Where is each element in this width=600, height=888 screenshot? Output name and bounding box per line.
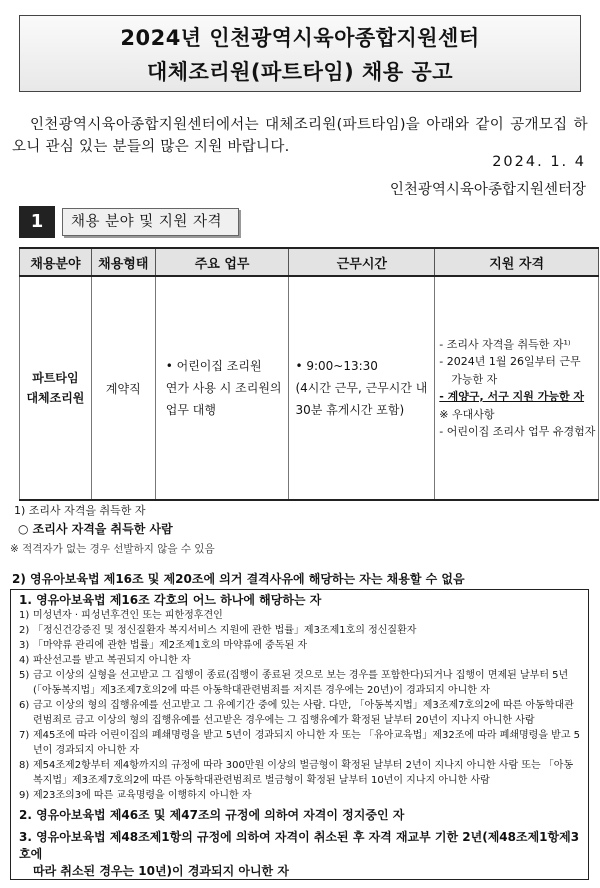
list-item — [19, 698, 582, 728]
list-item — [19, 668, 582, 698]
qualification-line: - 어린이집 조리사 업무 유경험자 — [439, 425, 596, 438]
list-item-number: 1) — [19, 610, 30, 621]
list-item-number: 6) — [19, 700, 30, 711]
table-header: 채용형태 — [91, 248, 155, 276]
hours-line-3: 30분 휴게시간 포함) — [295, 403, 405, 417]
table-header: 주요 업무 — [155, 248, 289, 276]
duty-line-3: 업무 대행 — [165, 403, 216, 417]
disqualification-list — [19, 608, 582, 803]
table-header-row — [20, 248, 599, 276]
recruitment-table — [19, 247, 599, 501]
table-header: 근무시간 — [289, 248, 435, 276]
table-header: 채용분야 — [20, 248, 92, 276]
footnote-3: ※ 적격자가 없는 경우 선발하지 않을 수 있음 — [10, 543, 215, 555]
title-line-2: 대체조리원(파트타임) 채용 공고 — [146, 60, 454, 84]
qualification-line: - 계양구, 서구 지원 가능한 자 — [439, 390, 585, 403]
notice-date: 2024. 1. 4 — [492, 154, 586, 170]
list-item-text: 제23조의3에 따른 교육명령을 이행하지 아니한 자 — [33, 790, 252, 801]
list-item-number: 3) — [19, 640, 30, 651]
hours-line-1: • 9:00~13:30 — [295, 359, 378, 373]
disqualification-box — [10, 589, 589, 880]
field-cell — [20, 276, 92, 500]
list-item-text: 미성년자 · 피성년후견인 또는 피한정후견인 — [33, 610, 223, 621]
list-item — [19, 788, 582, 803]
list-item-number: 9) — [19, 790, 30, 801]
group-2-title: 2. 영유아보육법 제46조 및 제47조의 규정에 의하여 자격이 정지중인 자 — [19, 808, 405, 822]
organization-name: 인천광역시육아종합지원센터장 — [389, 182, 586, 198]
list-item-number: 4) — [19, 655, 30, 666]
duty-line-1: • 어린이집 조리원 — [165, 359, 262, 373]
list-item-number: 2) — [19, 625, 30, 636]
list-item-text: 제54조제2항부터 제4항까지의 규정에 따라 300만원 이상의 벌금형이 확정된 날부터 2년이 지나지 아니한 사람 또는 「아동복지법」제3조제7호의2에 따른 아동학대관련범죄로 벌금형이 확정된 날부터 10년이 지나지 아니한 사람 — [33, 760, 574, 786]
list-item-number: 7) — [19, 730, 30, 741]
title-line-1: 2024년 인천광역시육아종합지원센터 — [120, 26, 480, 50]
qualification-line: ※ 우대사항 — [439, 407, 495, 421]
list-item-text: 「마약류 관리에 관한 법률」제2조제1호의 마약류에 중독된 자 — [33, 640, 307, 651]
list-item — [19, 638, 582, 653]
type-cell: 계약직 — [91, 276, 155, 500]
intro-paragraph: 인천광역시육아종합지원센터에서는 대체조리원(파트타임)을 아래와 같이 공개모집 하오니 관심 있는 분들의 많은 지원 바랍니다. — [12, 117, 588, 155]
disqualification-heading: 2) 영유아보육법 제16조 및 제20조에 의거 결격사유에 해당하는 자는 채용할 수 없음 — [12, 572, 465, 586]
list-item — [19, 653, 582, 668]
field-line-2: 대체조리원 — [26, 391, 85, 405]
footnote-2: ○ 조리사 자격을 취득한 사람 — [18, 522, 173, 536]
list-item-text: 「정신건강증진 및 정신질환자 복지서비스 지원에 관한 법률」제3조제1호의 정신질환자 — [33, 625, 417, 636]
list-item-text: 파산선고를 받고 복권되지 아니한 자 — [33, 655, 191, 666]
duty-cell — [155, 276, 289, 500]
footnote-1: 1) 조리사 자격을 취득한 자 — [14, 504, 146, 517]
group-3-line-2: 따라 취소된 경우는 10년)이 경과되지 아니한 자 — [33, 864, 289, 878]
list-item — [19, 623, 582, 638]
section-title: 채용 분야 및 지원 자격 — [62, 208, 239, 236]
qualification-line: 가능한 자 — [451, 372, 498, 386]
duty-line-2: 연가 사용 시 조리원의 — [165, 381, 282, 395]
hours-cell — [289, 276, 435, 500]
qualification-cell — [435, 276, 599, 500]
list-item-number: 5) — [19, 670, 30, 681]
qualification-line: - 2024년 1월 26일부터 근무 — [439, 355, 581, 368]
field-line-1: 파트타임 — [32, 371, 79, 385]
hours-line-2: (4시간 근무, 근무시간 내 — [295, 381, 428, 395]
table-header: 지원 자격 — [435, 248, 599, 276]
list-item-number: 8) — [19, 760, 30, 771]
list-item-text: 제45조에 따라 어린이집의 폐쇄명령을 받고 5년이 경과되지 아니한 자 또는 「유아교육법」제32조에 따라 폐쇄명령을 받고 5년이 경과되지 아니한 자 — [33, 730, 581, 756]
list-item — [19, 758, 582, 788]
group-3-title — [19, 829, 582, 880]
table-row — [20, 276, 599, 500]
qualification-line: - 조리사 자격을 취득한 자¹⁾ — [439, 337, 571, 351]
section-number: 1 — [19, 206, 55, 238]
list-item — [19, 728, 582, 758]
title-box — [19, 15, 581, 92]
group-3-line-1: 3. 영유아보육법 제48조제1항의 규정에 의하여 자격이 취소된 후 자격 재교부 기한 2년(제48조제1항제3호에 — [19, 830, 580, 861]
list-item-text: 금고 이상의 형의 집행유예를 선고받고 그 유예기간 중에 있는 사람. 다만, 「아동복지법」제3조제7호의2에 따른 아동학대관련범죄로 금고 이상의 형의 집행유예를 선고받은 경우에는 그 집행유예가 확정된 날부터 20년이 지나지 아니한 사람 — [33, 700, 574, 726]
list-item — [19, 608, 582, 623]
list-item-text: 금고 이상의 실형을 선고받고 그 집행이 종료(집행이 종료된 것으로 보는 경우를 포함한다)되거나 집행이 면제된 날부터 5년(「아동복지법」제3조제7호의2에 따른 아동학대관련범죄를 저지른 경우에는 20년)이 경과되지 아니한 자 — [33, 670, 569, 696]
group-1-title: 1. 영유아보육법 제16조 각호의 어느 하나에 해당하는 자 — [19, 593, 322, 607]
